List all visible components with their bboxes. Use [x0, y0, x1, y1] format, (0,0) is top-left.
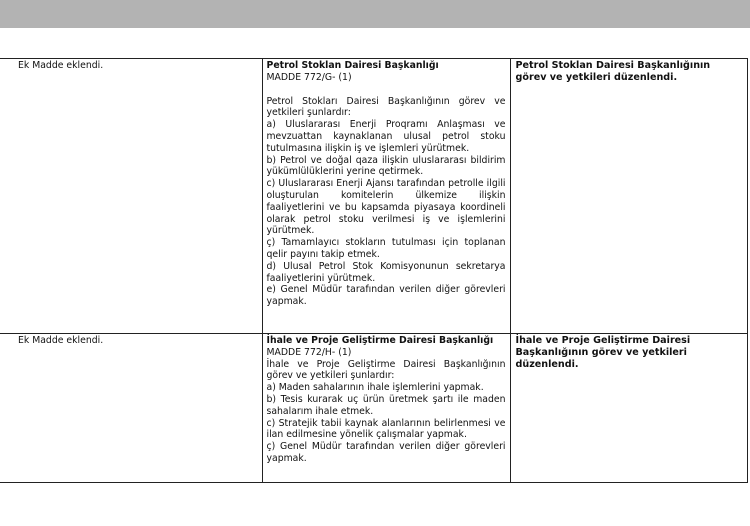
table-row — [0, 59, 747, 334]
change-note: Ek Madde eklendi. — [0, 59, 262, 334]
change-note: Ek Madde eklendi. — [0, 334, 262, 483]
article-item: c) Stratejik tabii kaynak alanlarının belirlenmesi ve ilan edilmesine yönelik çalışmalar yapmak. — [266, 417, 506, 441]
article-item: d) Ulusal Petrol Stok Komisyonunun sekretarya faaliyetlerini yürütmek. — [266, 260, 506, 284]
article-heading: Petrol Stoklan Dairesi Başkanlığı — [266, 60, 439, 71]
article-item: a) Uluslararası Enerji Proqramı Anlaşması ve mevzuattan kaynaklanan ulusal petrol stoku tutulmasına ilişkin iş ve işlemleri yürütmek. — [266, 119, 506, 154]
table-row — [0, 334, 747, 483]
change-summary: Petrol Stoklan Dairesi Başkanlığının görev ve yetkileri düzenlendi. — [510, 59, 747, 334]
article-heading: İhale ve Proje Geliştirme Dairesi Başkanlığı — [266, 335, 494, 346]
article-item: b) Tesis kurarak uç ürün üretmek şartı ile maden sahalarım ihale etmek. — [266, 393, 506, 417]
article-item: b) Petrol ve doğal qaza ilişkin uluslararası bildirim yükümlülüklerini yerine qetirmek. — [266, 154, 506, 178]
article-item: c) Uluslararası Enerji Ajansı tarafından petrolle ilgili oluşturulan komitelerin ülkemize ilişkin faaliyetlerini ve bu kapsamda piyasaya koordineli olarak petrol stoku verilmesi iş ve işlemlerini yürütmek. — [266, 178, 506, 237]
article-text — [262, 59, 510, 334]
article-intro: Petrol Stokları Dairesi Başkanlığının görev ve yetkileri şunlardır: — [266, 95, 506, 119]
article-item: a) Maden sahalarının ihale işlemlerini yapmak. — [266, 382, 484, 394]
article-item: e) Genel Müdür tarafından verilen diğer görevleri yapmak. — [266, 284, 506, 308]
article-number: MADDE 772/G- (1) — [266, 71, 352, 83]
article-intro: İhale ve Proje Geliştirme Dairesi Başkanlığının görev ve yetkileri şunlardır: — [266, 358, 506, 382]
change-summary: İhale ve Proje Geliştirme Dairesi Başkanlığının görev ve yetkileri düzenlendi. — [510, 334, 747, 483]
header-bar — [0, 0, 750, 28]
article-number: MADDE 772/H- (1) — [266, 346, 352, 358]
article-item: ç) Genel Müdür tarafından verilen diğer görevleri yapmak. — [266, 441, 506, 464]
amendment-table — [0, 58, 748, 483]
article-item: ç) Tamamlayıcı stokların tutulması için toplanan qelir payını takip etmek. — [266, 237, 506, 260]
article-text — [262, 334, 510, 483]
